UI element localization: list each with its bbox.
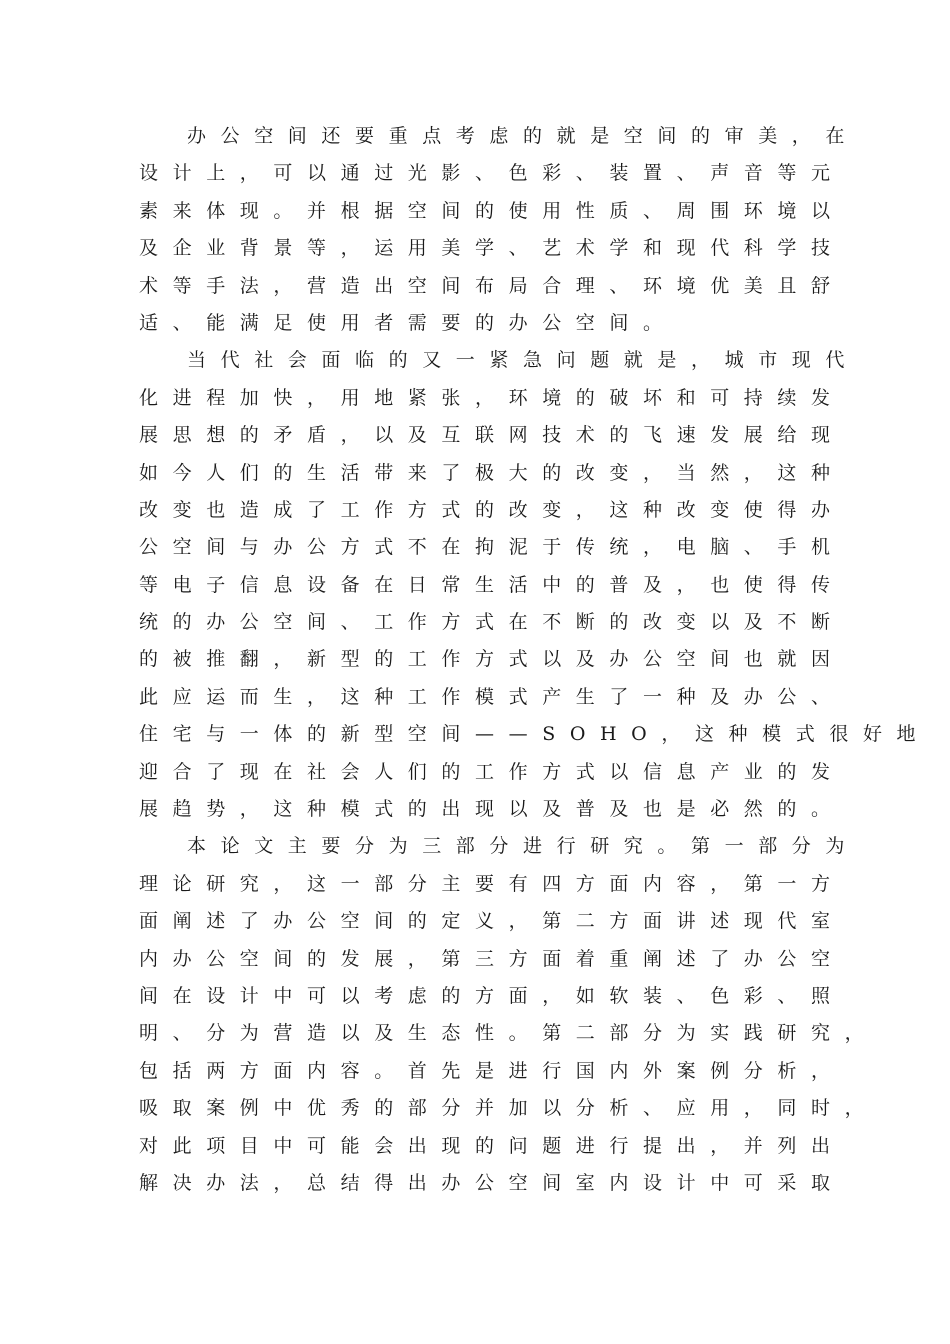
text-line: 术等手法，营造出空间布局合理、环境优美且舒 [139, 274, 845, 297]
text-line: 素来体现。并根据空间的使用性质、周围环境以 [139, 199, 845, 222]
text-line: 对此项目中可能会出现的问题进行提出，并列出 [139, 1134, 845, 1157]
text-line: 设计上，可以通过光影、色彩、装置、声音等元 [139, 162, 845, 185]
text-line: 此应运而生，这种工作模式产生了一种及办公、 [139, 685, 845, 708]
text-line: 包括两方面内容。首先是进行国内外案例分析， [139, 1059, 845, 1082]
text-line: 间在设计中可以考虑的方面，如软装、色彩、照 [139, 984, 845, 1007]
text-line: 统的办公空间、工作方式在不断的改变以及不断 [139, 611, 845, 634]
text-line: 解决办法，总结得出办公空间室内设计中可采取 [139, 1171, 845, 1194]
text-line: 展趋势，这种模式的出现以及普及也是必然的。 [139, 798, 845, 821]
text-line: 及企业背景等，运用美学、艺术学和现代科学技 [139, 237, 845, 260]
text-line: 等电子信息设备在日常生活中的普及，也使得传 [139, 573, 845, 596]
text-line: 住宅与一体的新型空间——SOHO，这种模式很好地 [139, 723, 931, 746]
text-line: 公空间与办公方式不在拘泥于传统，电脑、手机 [139, 536, 845, 559]
text-line: 化进程加快，用地紧张，环境的破坏和可持续发 [139, 386, 845, 409]
text-line: 办公空间还要重点考虑的就是空间的审美，在 [187, 125, 860, 147]
text-line: 当代社会面临的又一紧急问题就是，城市现代 [187, 349, 860, 372]
text-line: 本论文主要分为三部分进行研究。第一部分为 [187, 835, 860, 858]
text-line: 展思想的矛盾，以及互联网技术的飞速发展给现 [139, 424, 845, 447]
text-line: 理论研究，这一部分主要有四方面内容，第一方 [139, 872, 845, 895]
text-line: 改变也造成了工作方式的改变，这种改变使得办 [139, 498, 845, 521]
text-line: 吸取案例中优秀的部分并加以分析、应用，同时， [139, 1097, 879, 1120]
text-line: 的被推翻，新型的工作方式以及办公空间也就因 [139, 648, 845, 671]
text-line: 内办公空间的发展，第三方面着重阐述了办公空 [139, 947, 845, 970]
text-line: 明、分为营造以及生态性。第二部分为实践研究， [139, 1022, 879, 1045]
text-line: 面阐述了办公空间的定义，第二方面讲述现代室 [139, 910, 845, 933]
text-line: 如今人们的生活带来了极大的改变，当然，这种 [139, 461, 845, 484]
body-text [139, 118, 931, 1202]
text-line: 迎合了现在社会人们的工作方式以信息产业的发 [139, 760, 845, 783]
text-line: 适、能满足使用者需要的办公空间。 [139, 311, 677, 334]
